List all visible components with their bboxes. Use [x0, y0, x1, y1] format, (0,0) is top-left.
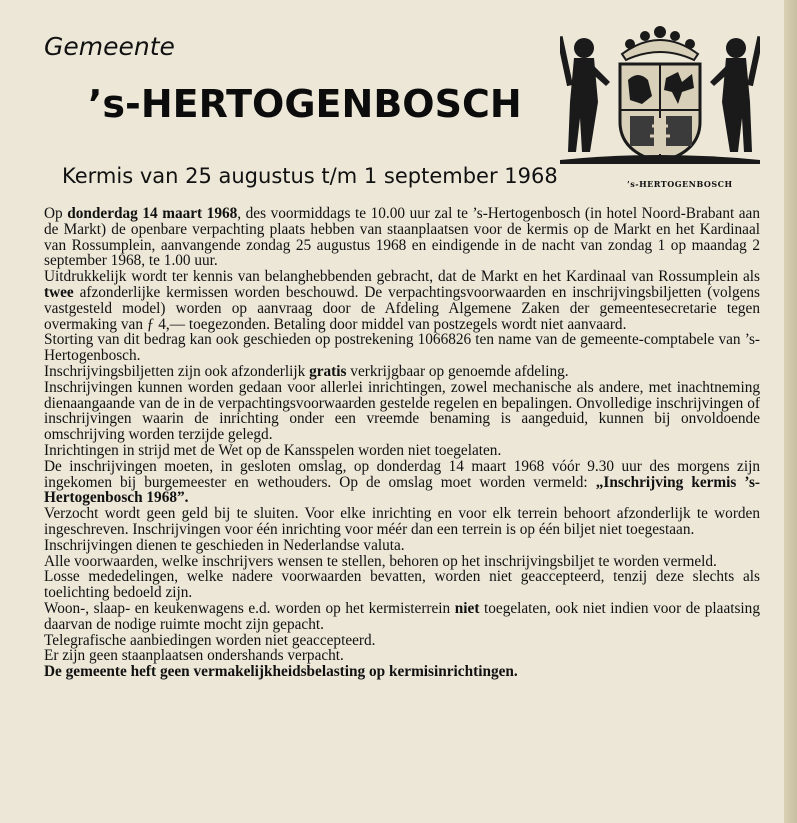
header-subtitle: Kermis van 25 augustus t/m 1 september 1968: [62, 164, 558, 188]
paragraph-loose-notes: Losse mededelingen, welke nadere voorwaarden bevatten, worden niet geaccepteerd, tenzij deze slechts als toelichting bedoeld zijn.: [44, 568, 760, 602]
paragraph-tax: De gemeente heft geen vermakelijkheidsbelasting op kermisinrichtingen.: [44, 663, 518, 681]
paragraph-currency: Inschrijvingen dienen te geschieden in Nederlandse valuta.: [44, 536, 405, 554]
page-edge: [784, 0, 797, 823]
paragraph-free-forms: Inschrijvingsbiljetten zijn ook afzonderlijk gratis verkrijgbaar op genoemde afdeling.: [44, 362, 569, 380]
paragraph-no-money: Verzocht wordt geen geld bij te sluiten. Voor elke inrichting en voor elk terrein behoort afzonderlijk te worden ingeschreven. Inschrijvingen voor één inrichting voor méér dan een terrein is op één biljet niet toegestaan.: [44, 505, 760, 538]
paragraph-payment: Storting van dit bedrag kan ook geschieden op postrekening 1066826 ten name van de gemeente-comptabele van ’s-Hertogenbosch.: [44, 331, 760, 365]
paragraph-auction: Op donderdag 14 maart 1968, des voormiddags te 10.00 uur zal te ’s-Hertogenbosch (in hotel Noord-Brabant aan de Markt) de openbare verpachting plaats hebben van staanplaatsen voor de kermis op de Markt en het Kardinaal van Rossumplein, aanvangende zondag 25 augustus 1968 en eindigende in de nacht van zondag 1 op maandag 2 september 1968, te 1.00 uur.: [44, 205, 760, 270]
paragraph-deadline: De inschrijvingen moeten, in gesloten omslag, op donderdag 14 maart 1968 vóór 9.30 uur des morgens zijn ingekomen bij burgemeester en wethouders. Op de omslag moet worden vermeld: „Inschrijving kermis ’s-Hertogenbosch 1968”.: [44, 457, 760, 507]
paragraph-terms: Alle voorwaarden, welke inschrijvers wensen te stellen, behoren op het inschrijvingsbiljet te worden vermeld.: [44, 552, 717, 570]
notice-body: [44, 206, 760, 680]
paragraph-caravans: Woon-, slaap- en keukenwagens e.d. worden op het kermisterrein niet toegelaten, ook niet indien voor de plaatsing daarvan de nodige ruimte mocht zijn gepacht.: [44, 599, 760, 633]
paragraph-private-sale: Er zijn geen staanplaatsen ondershands verpacht.: [44, 647, 344, 665]
paragraph-telegrams: Telegrafische aanbiedingen worden niet geaccepteerd.: [44, 631, 376, 649]
header-gemeente: Gemeente: [44, 32, 175, 61]
paragraph-conditions: Uitdrukkelijk wordt ter kennis van belanghebbenden gebracht, dat de Markt en het Kardinaal van Rossumplein als twee afzonderlijke kermissen worden beschouwd. De verpachtingsvoorwaarden en inschrijvingsbiljetten (volgens vastgesteld model) worden op aanvraag door de Afdeling Algemene Zaken der gemeentesecretarie tegen overmaking van ƒ 4,— toegezonden. Betaling door middel van postzegels wordt niet aanvaard.: [44, 268, 760, 333]
paragraph-gaming-law: Inrichtingen in strijd met de Wet op de Kansspelen worden niet toegelaten.: [44, 441, 502, 459]
header-city-title: ’s-HERTOGENBOSCH: [88, 82, 522, 126]
paragraph-registrations: Inschrijvingen kunnen worden gedaan voor allerlei inrichtingen, zowel mechanische als andere, met inachtneming dienaangaande van de in de verpachtingsvoorwaarden gestelde regelen en bepalingen. Onvolledige inschrijvingen of inschrijvingen waarin de inrichting onder een vreemde benaming is aangeduid, kunnen bij onvoldoende omschrijving worden terzijde gelegd.: [44, 378, 760, 444]
crest-caption: ’s-HERTOGENBOSCH: [627, 179, 733, 189]
coat-of-arms-icon: [560, 22, 760, 170]
